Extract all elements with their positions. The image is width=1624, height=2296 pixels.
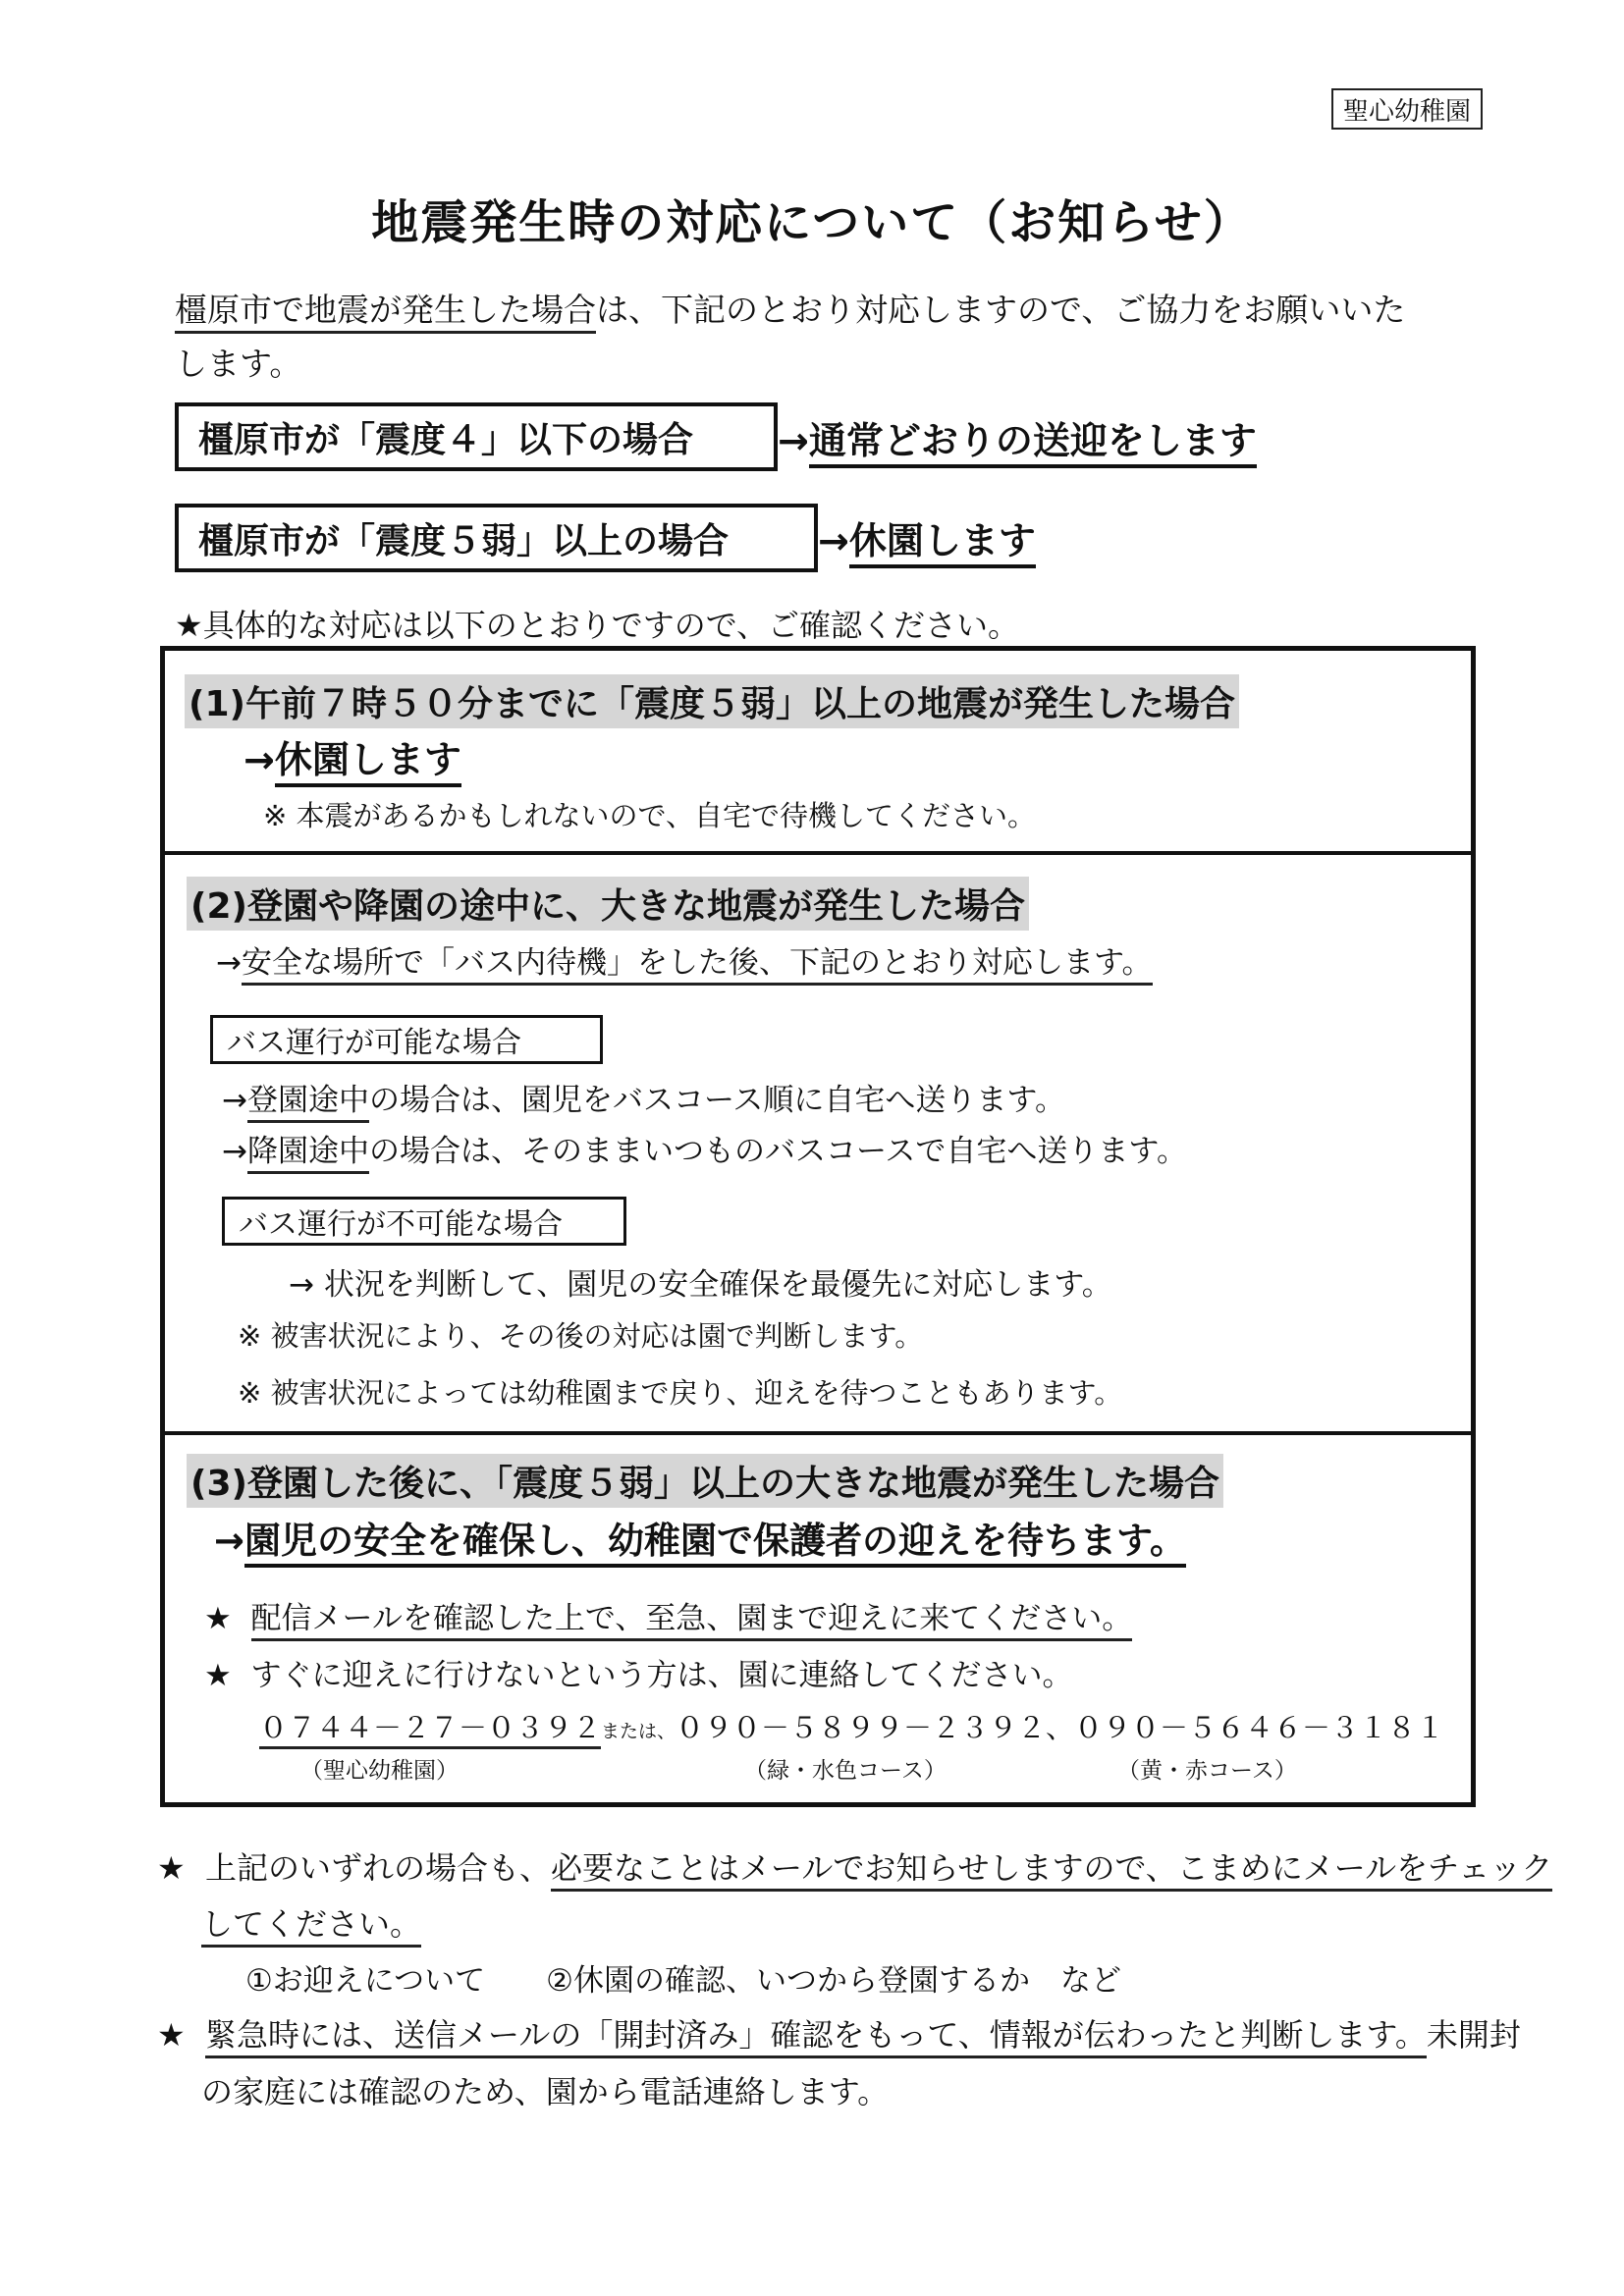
school-name-tag: 聖心幼稚園 (1331, 88, 1483, 130)
bus-possible-item-2-arrow: → (222, 1134, 247, 1169)
star-icon: ★ (204, 1658, 232, 1693)
phone-others: ０９０－５８９９－２３９２、０９０－５６４６－３１８１ (676, 1711, 1445, 1744)
bus-possible-item-1-term: 登園途中 (247, 1083, 369, 1123)
footer-line-3 (157, 2010, 1521, 2056)
details-box (160, 646, 1476, 1807)
rule-2-arrow: → (818, 519, 849, 562)
section-2-heading: (2)登園や降園の途中に、大きな地震が発生した場合 (187, 877, 1029, 931)
footer-line-2 (201, 1899, 421, 1945)
footer-line-3-underlined: 緊急時には、送信メールの「開封済み」確認をもって、情報が伝わったと判断します。 (205, 2016, 1427, 2058)
bus-possible-item-1-arrow: → (222, 1083, 247, 1118)
divider-2 (165, 1431, 1471, 1435)
rule-1-arrow: → (778, 419, 809, 462)
page-title: 地震発生時の対応について（お知らせ） (371, 195, 1253, 250)
intro-underlined: 橿原市で地震が発生した場合 (175, 291, 596, 334)
intro-rest: は、下記のとおり対応しますので、ご協力をお願いいた (596, 291, 1406, 329)
section-3-star-1-text: 配信メールを確認した上で、至急、園まで迎えに来てください。 (251, 1601, 1133, 1641)
bus-possible-item-2-term: 降園途中 (247, 1134, 369, 1174)
rule-2-result-text: 休園します (849, 519, 1036, 568)
section-2-note-1: ※ 被害状況により、その後の対応は園で判断します。 (238, 1319, 924, 1353)
rule-2-result (818, 510, 1036, 564)
phone-numbers (259, 1706, 1444, 1746)
footer-line-1-pre: 上記のいずれの場合も、 (205, 1849, 552, 1887)
footer-line-2-underlined: してください。 (201, 1905, 421, 1948)
details-note: ★具体的な対応は以下のとおりですので、ご確認ください。 (175, 607, 1020, 644)
bus-impossible-text: → 状況を判断して、園児の安全確保を最優先に対応します。 (289, 1267, 1112, 1303)
section-2-action-arrow: → (216, 945, 242, 981)
intro-line-2: します。 (175, 345, 302, 383)
section-2-action-text: 安全な場所で「バス内待機」をした後、下記のとおり対応します。 (242, 945, 1153, 986)
rule-2-condition-box: 橿原市が「震度５弱」以上の場合 (175, 504, 818, 572)
bus-possible-item-1 (222, 1075, 1065, 1119)
star-icon: ★ (157, 1849, 186, 1887)
section-3-arrow: → (214, 1520, 245, 1562)
footer-line-1-underlined: 必要なことはメールでお知らせしますので、こまめにメールをチェック (551, 1849, 1552, 1892)
section-1-result (244, 729, 461, 783)
section-3-star-1 (204, 1593, 1132, 1637)
divider-1 (165, 851, 1471, 855)
section-3-star-2-text: すぐに迎えに行けないという方は、園に連絡してください。 (250, 1658, 1073, 1693)
footer-line-1 (157, 1843, 1552, 1889)
section-1-arrow: → (244, 738, 275, 781)
section-3-result (214, 1511, 1186, 1564)
section-1-note: ※ 本震があるかもしれないので、自宅で待機してください。 (263, 799, 1036, 832)
section-3-heading: (3)登園した後に、「震度５弱」以上の大きな地震が発生した場合 (187, 1454, 1223, 1508)
bus-possible-item-1-rest: の場合は、園児をバスコース順に自宅へ送ります。 (368, 1083, 1065, 1118)
bus-possible-item-2-rest: の場合は、そのままいつものバスコースで自宅へ送ります。 (368, 1134, 1187, 1169)
rule-1-condition-box: 橿原市が「震度４」以下の場合 (175, 402, 778, 471)
star-icon: ★ (204, 1601, 232, 1636)
rule-1-result-text: 通常どおりの送迎をします (809, 419, 1257, 468)
section-3-result-text: 園児の安全を確保し、幼稚園で保護者の迎えを待ちます。 (244, 1520, 1186, 1568)
star-icon: ★ (157, 2016, 186, 2054)
section-1-result-text: 休園します (275, 738, 461, 787)
intro-line-1 (175, 285, 1405, 331)
bus-possible-label: バス運行が可能な場合 (210, 1015, 603, 1064)
phone-main: ０７４４－２７－０３９２ (259, 1711, 601, 1749)
section-3-star-2 (204, 1650, 1073, 1694)
phone-label-school: （聖心幼稚園） (300, 1758, 459, 1784)
phone-label-yellow: （黄・赤コース） (1117, 1758, 1297, 1784)
footer-line-4: の家庭には確認のため、園から電話連絡します。 (201, 2073, 890, 2110)
section-2-note-2: ※ 被害状況によっては幼稚園まで戻り、迎えを待つこともあります。 (238, 1376, 1123, 1410)
section-2-action (216, 937, 1153, 982)
footer-line-3-rest: 未開封 (1426, 2016, 1521, 2054)
phone-or: または、 (601, 1721, 677, 1742)
bus-possible-item-2 (222, 1126, 1187, 1170)
rule-1-result (778, 410, 1257, 464)
section-1-heading: (1)午前７時５０分までに「震度５弱」以上の地震が発生した場合 (185, 674, 1239, 728)
bus-impossible-label: バス運行が不可能な場合 (222, 1197, 626, 1246)
phone-label-green: （緑・水色コース） (744, 1758, 947, 1784)
footer-examples: ①お迎えについて ②休園の確認、いつから登園するか など (245, 1963, 1121, 1999)
